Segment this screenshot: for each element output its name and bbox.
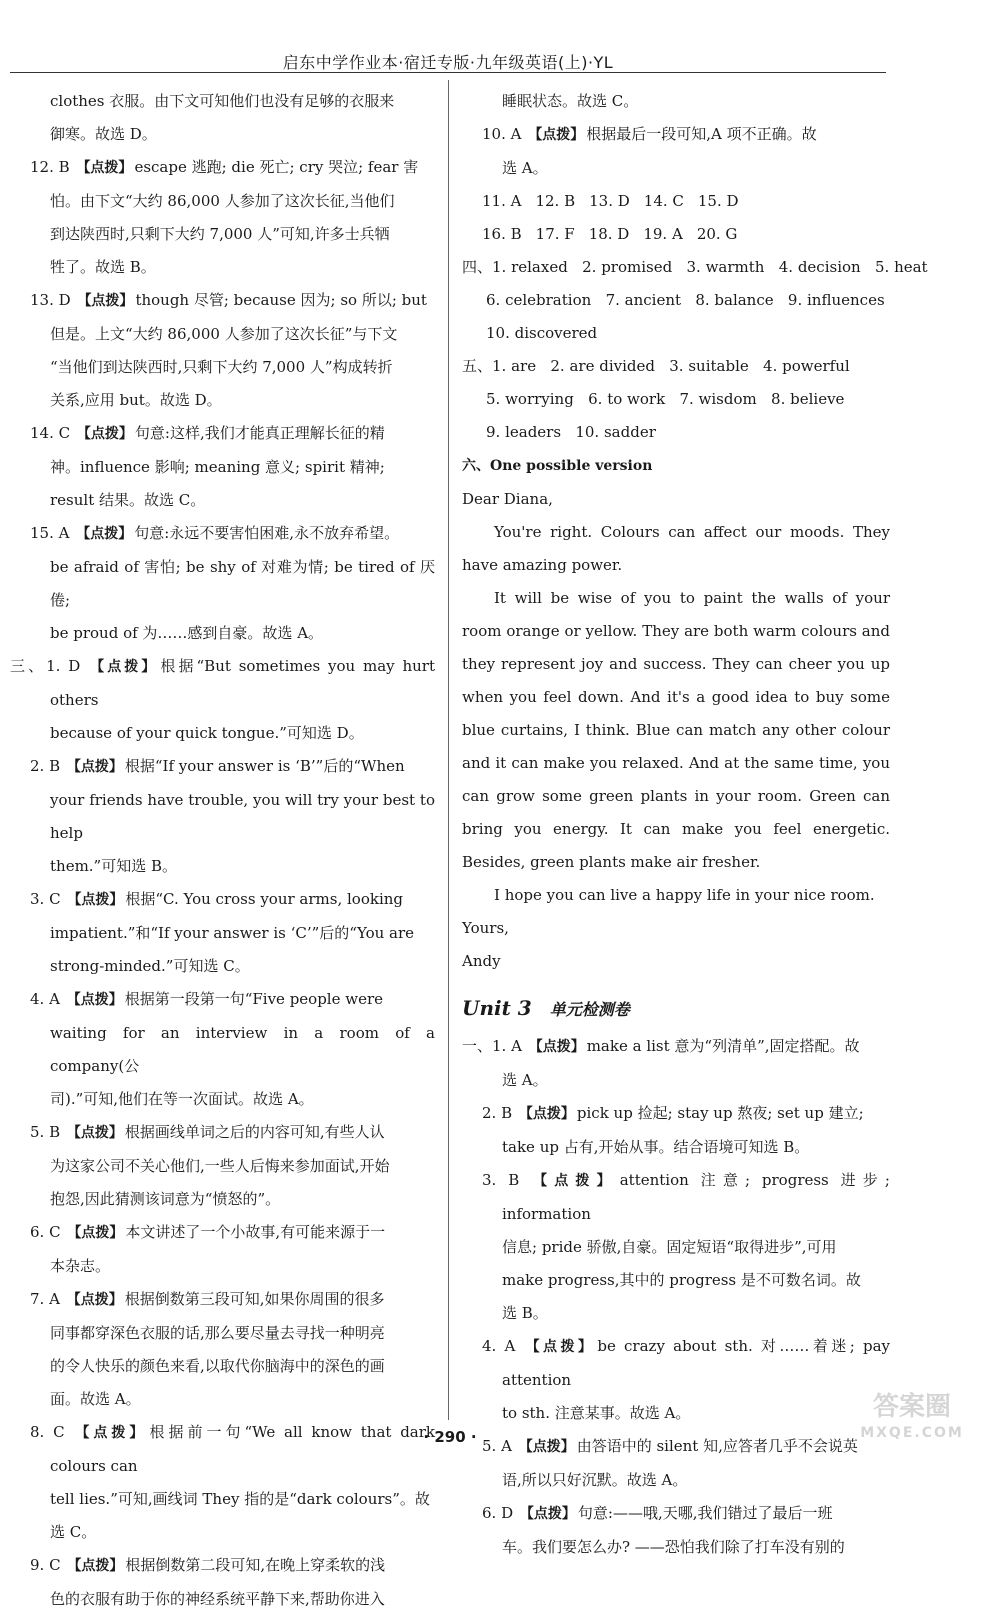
answer-13	[10, 284, 435, 318]
hint-tag: 【点拨】	[528, 1039, 585, 1055]
text-line: clothes 衣服。由下文可知他们也没有足够的衣服来	[50, 92, 395, 110]
letter-signature: Andy	[462, 952, 501, 970]
text-line: 根据最后一段可知,A 项不正确。故	[586, 125, 817, 143]
letter-greeting: Dear Diana,	[462, 490, 553, 508]
hint-tag: 【点拨】	[525, 1339, 596, 1355]
text-line: because of your quick tongue.”可知选 D。	[50, 724, 364, 742]
text-line: 御寒。故选 D。	[50, 125, 157, 143]
text-line: “当他们到达陕西时,只剩下大约 7,000 人”构成转折	[50, 358, 393, 376]
text-line: 选 C。	[50, 1523, 97, 1541]
text-line: take up 占有,开始从事。结合语境可知选 B。	[502, 1138, 810, 1156]
unit-answer-2	[462, 1097, 890, 1131]
question-number: 8. C	[30, 1423, 65, 1441]
answer-12	[10, 151, 435, 185]
text-line: 由答语中的 silent 知,应答者几乎不会说英	[576, 1437, 858, 1455]
hint-tag: 【点拨】	[66, 1125, 123, 1141]
question-number: 5. A	[482, 1437, 512, 1455]
text-line: escape 逃跑; die 死亡; cry 哭泣; fear 害	[134, 158, 419, 176]
text-line: 根据“C. You cross your arms, looking	[125, 890, 403, 908]
section3-answer-6	[10, 1216, 435, 1250]
text-line: 选 B。	[502, 1304, 548, 1322]
hint-tag: 【点拨】	[518, 1106, 575, 1122]
hint-tag: 【点拨】	[77, 293, 134, 309]
section3-answer-3	[10, 883, 435, 917]
text-line: 怕。由下文“大约 86,000 人参加了这次长征,当他们	[50, 192, 395, 210]
hint-tag: 【点拨】	[66, 992, 123, 1008]
hint-tag: 【点拨】	[76, 160, 133, 176]
text-line: be crazy about sth. 对……着迷; pay attention	[502, 1337, 891, 1389]
section3-answer-5	[10, 1116, 435, 1150]
page-header: 启东中学作业本·宿迁专版·九年级英语(上)·YL	[282, 53, 614, 72]
question-number: 14. C	[30, 424, 71, 442]
text-line: 信息; pride 骄傲,自豪。固定短语“取得进步”,可用	[502, 1238, 837, 1256]
question-number: 3. C	[30, 890, 61, 908]
text-line: 牲了。故选 B。	[50, 258, 156, 276]
text-line: result 结果。故选 C。	[50, 491, 206, 509]
hint-tag: 【点拨】	[533, 1173, 618, 1189]
answer-item: 15. D	[697, 192, 739, 210]
text-line: 车。我们要怎么办? ——恐怕我们除了打车没有别的	[502, 1538, 845, 1556]
text-line: 句意:——哦,天哪,我们错过了最后一班	[577, 1504, 833, 1522]
letter-paragraph: You're right. Colours can affect our moods. They have amazing power.	[462, 523, 890, 574]
answer-item: 14. C	[643, 192, 684, 210]
section5-line: 5. worrying 6. to work 7. wisdom 8. believe	[486, 390, 845, 408]
hint-tag: 【点拨】	[66, 1292, 123, 1308]
section3-answer-9	[10, 1549, 435, 1583]
hint-tag: 【点拨】	[67, 1225, 124, 1241]
question-number: 4. A	[482, 1337, 516, 1355]
watermark-text: 答案圈	[872, 1392, 952, 1422]
text-line: 句意:永远不要害怕困难,永不放弃希望。	[134, 524, 400, 542]
hint-tag: 【点拨】	[519, 1506, 576, 1522]
question-number: 5. B	[30, 1123, 61, 1141]
text-line: 根据倒数第二段可知,在晚上穿柔软的浅	[125, 1556, 386, 1574]
text-line: 到达陕西时,只剩下大约 7,000 人”可知,许多士兵牺	[50, 225, 390, 243]
section4-line: 6. celebration 7. ancient 8. balance 9. influences	[486, 291, 885, 309]
text-line: your friends have trouble, you will try your best to help	[50, 791, 435, 842]
question-number: 13. D	[30, 291, 71, 309]
text-line: 根据“If your answer is ‘B’”后的“When	[124, 757, 405, 775]
answer-item: 17. F	[535, 225, 575, 243]
hint-tag: 【点拨】	[90, 659, 159, 675]
page-number: · 290 ·	[423, 1428, 477, 1446]
text-line: 的令人快乐的颜色来看,以取代你脑海中的深色的画	[50, 1357, 385, 1375]
letter-paragraph: It will be wise of you to paint the walls of your room orange or yellow. They are both warm colours and they represent joy and success. They can cheer you up when you feel down. And it's a good idea to buy some blue curtains, I think. Blue can match any other colour and it can make you relaxed. And at the same time, you can grow some green plants in your room. Green can bring you energy. It can make you feel energetic. Besides, green plants make air fresher.	[462, 589, 890, 871]
section3-answer-2	[10, 750, 435, 784]
unit-answer-1	[462, 1030, 890, 1064]
section5-line: 五、1. are 2. are divided 3. suitable 4. powerful	[462, 357, 850, 375]
hint-tag: 【点拨】	[528, 127, 585, 143]
answer-row-11-15	[462, 185, 890, 218]
text-line: waiting for an interview in a room of a company(公	[50, 1024, 435, 1075]
text-line: be proud of 为……感到自豪。故选 A。	[50, 624, 324, 642]
text-line: 但是。上文“大约 86,000 人参加了这次长征”与下文	[50, 325, 398, 343]
unit-heading	[462, 988, 890, 1030]
question-number: 15. A	[30, 524, 70, 542]
section-heading: 六、One possible version	[462, 458, 653, 474]
text-line: 本文讲述了一个小故事,有可能来源于一	[125, 1223, 386, 1241]
text-line: 根据第一段第一句“Five people were	[124, 990, 384, 1008]
answer-item: 11. A	[482, 192, 522, 210]
answer-14	[10, 417, 435, 451]
answer-item: 19. A	[643, 225, 683, 243]
text-line: 根据倒数第三段可知,如果你周围的很多	[124, 1290, 385, 1308]
hint-tag: 【点拨】	[76, 426, 133, 442]
question-number: 3. B	[482, 1171, 520, 1189]
letter-closing: Yours,	[462, 919, 509, 937]
text-line: impatient.”和“If your answer is ‘C’”后的“You are	[50, 924, 415, 942]
text-line: tell lies.”可知,画线词 They 指的是“dark colours”。故	[50, 1490, 430, 1508]
text-line: 语,所以只好沉默。故选 A。	[502, 1471, 688, 1489]
text-line: attention 注意; progress 进步; information	[502, 1171, 890, 1223]
unit-answer-3	[462, 1164, 890, 1231]
question-number: 10. A	[482, 125, 522, 143]
text-line: 面。故选 A。	[50, 1390, 141, 1408]
text-line: to sth. 注意某事。故选 A。	[502, 1404, 691, 1422]
question-number: 4. A	[30, 990, 60, 1008]
answer-item: 13. D	[589, 192, 630, 210]
hint-tag: 【点拨】	[67, 892, 124, 908]
section3-answer-4	[10, 983, 435, 1017]
hint-tag: 【点拨】	[75, 1425, 148, 1441]
text-line: strong-minded.”可知选 C。	[50, 957, 250, 975]
question-number: 2. B	[482, 1104, 513, 1122]
answer-item: 16. B	[482, 225, 522, 243]
text-line: 色的衣服有助于你的神经系统平静下来,帮助你进入	[50, 1590, 385, 1608]
text-line: though 尽管; because 因为; so 所以; but	[135, 291, 427, 309]
text-line: 睡眠状态。故选 C。	[502, 92, 639, 110]
unit-label: Unit 3	[462, 996, 532, 1020]
text-line: 句意:这样,我们才能真正理解长征的精	[134, 424, 385, 442]
text-line: make progress,其中的 progress 是不可数名词。故	[502, 1271, 861, 1289]
hint-tag: 【点拨】	[76, 526, 133, 542]
question-number: 三、1. D	[10, 657, 81, 675]
section3-answer-1	[10, 650, 435, 717]
column-divider	[448, 80, 449, 1420]
letter-paragraph: I hope you can live a happy life in your nice room.	[494, 886, 875, 904]
answer-item: 20. G	[696, 225, 738, 243]
unit-answer-6	[462, 1497, 890, 1531]
question-number: 2. B	[30, 757, 61, 775]
text-line: 同事都穿深色衣服的话,那么要尽量去寻找一种明亮	[50, 1324, 385, 1342]
text-line: them.”可知选 B。	[50, 857, 178, 875]
section3-answer-7	[10, 1283, 435, 1317]
text-line: 根据“But sometimes you may hurt others	[50, 657, 435, 709]
text-line: 关系,应用 but。故选 D。	[50, 391, 222, 409]
text-line: 为这家公司不关心他们,一些人后悔来参加面试,开始	[50, 1157, 390, 1175]
section3-answer-8	[10, 1416, 435, 1483]
question-number: 9. C	[30, 1556, 61, 1574]
hint-tag: 【点拨】	[66, 759, 123, 775]
answer-15	[10, 517, 435, 551]
text-line: 司).”可知,他们在等一次面试。故选 A。	[50, 1090, 314, 1108]
question-number: 7. A	[30, 1290, 60, 1308]
unit-answer-4	[462, 1330, 890, 1397]
unit-subtitle: 单元检测卷	[549, 1000, 630, 1019]
text-line: 根据前一句“We all know that dark colours can	[50, 1423, 436, 1475]
answer-row-16-20	[462, 218, 890, 251]
hint-tag: 【点拨】	[518, 1439, 575, 1455]
text-line: pick up 捡起; stay up 熬夜; set up 建立;	[576, 1104, 864, 1122]
text-line: make a list 意为“列清单”,固定搭配。故	[586, 1037, 860, 1055]
question-number: 一、1. A	[462, 1037, 522, 1055]
hint-tag: 【点拨】	[67, 1558, 124, 1574]
section4-line: 四、1. relaxed 2. promised 3. warmth 4. decision 5. heat	[462, 258, 928, 276]
question-number: 12. B	[30, 158, 70, 176]
text-line: 选 A。	[502, 159, 548, 177]
text-line: 神。influence 影响; meaning 意义; spirit 精神;	[50, 458, 385, 476]
text-line: 抱怨,因此猜测该词意为“愤怒的”。	[50, 1190, 281, 1208]
left-column	[10, 85, 435, 1616]
answer-item: 18. D	[588, 225, 630, 243]
header-rule	[10, 72, 886, 73]
answer-10	[462, 118, 890, 152]
text-line: 本杂志。	[50, 1257, 111, 1275]
section6-title	[462, 449, 890, 483]
question-number: 6. D	[482, 1504, 514, 1522]
text-line: 根据画线单词之后的内容可知,有些人认	[124, 1123, 385, 1141]
text-line: be afraid of 害怕; be shy of 对难为情; be tired of 厌倦;	[50, 558, 435, 609]
answer-item: 12. B	[535, 192, 576, 210]
text-line: 选 A。	[502, 1071, 548, 1089]
question-number: 6. C	[30, 1223, 61, 1241]
section4-line: 10. discovered	[486, 324, 598, 342]
watermark-url: MXQE.COM	[860, 1425, 964, 1441]
section5-line: 9. leaders 10. sadder	[486, 423, 656, 441]
watermark-logo	[832, 1385, 992, 1445]
